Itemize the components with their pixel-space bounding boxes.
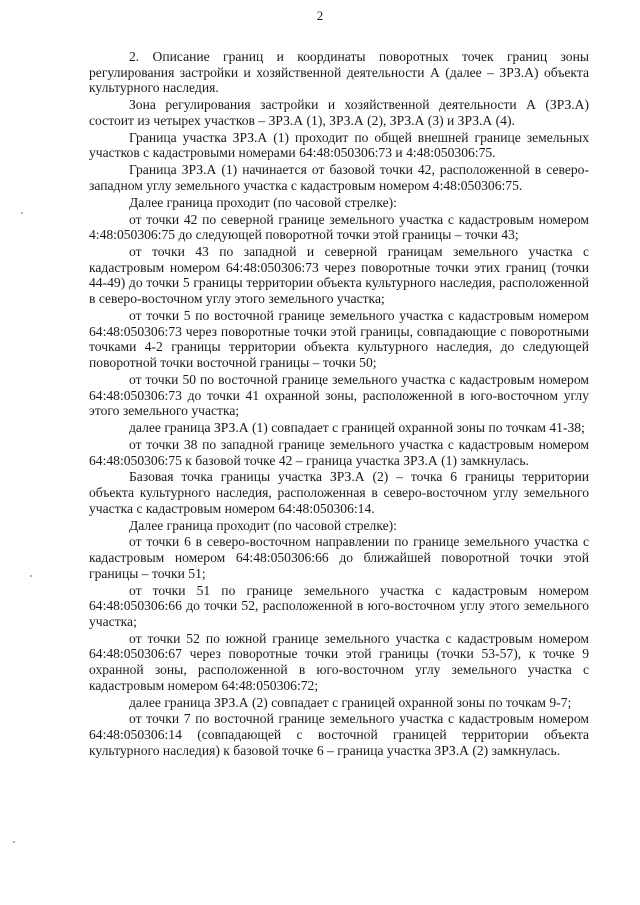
document-body	[89, 49, 589, 760]
paragraph: от точки 43 по западной и северной границам земельного участка с кадастровым номером 64:48:050306:73 через поворотные точки этих границ (точки 44-49) до точки 5 границы территории объекта культурного наследия, расположенной в северо-восточном углу этого земельного участка;	[89, 244, 589, 307]
paragraph: Далее граница проходит (по часовой стрелке):	[129, 194, 397, 210]
scan-speck	[30, 575, 32, 577]
paragraph: Далее граница проходит (по часовой стрелке):	[129, 517, 397, 533]
paragraph: от точки 7 по восточной границе земельного участка с кадастровым номером 64:48:050306:14 (совпадающей с восточной границей территории объекта культурного наследия) к базовой точке 6 – граница участка ЗРЗ.А (2) замкнулась.	[89, 711, 589, 758]
scan-speck	[21, 212, 23, 214]
paragraph: далее граница ЗРЗ.А (1) совпадает с границей охранной зоны по точкам 41-38;	[129, 420, 585, 436]
scan-speck	[13, 841, 15, 843]
paragraph: далее граница ЗРЗ.А (2) совпадает с границей охранной зоны по точкам 9-7;	[129, 694, 572, 710]
page-number: 2	[316, 8, 324, 23]
paragraph: от точки 51 по границе земельного участка с кадастровым номером 64:48:050306:66 до точки 52, расположенной в юго-восточном углу этого земельного участка;	[89, 582, 589, 629]
paragraph: от точки 6 в северо-восточном направлении по границе земельного участка с кадастровым номером 64:48:050306:66 до ближайшей поворотной точки этой границы – точки 51;	[89, 534, 589, 581]
paragraph: от точки 52 по южной границе земельного участка с кадастровым номером 64:48:050306:67 через поворотные точки этой границы (точки 53-57), к точке 9 охранной зоны, расположенной в юго-восточном углу земельного участка с кадастровым номером 64:48:050306:72;	[89, 630, 589, 693]
paragraph-section-heading: 2. Описание границ и координаты поворотных точек границ зоны регулирования застройки и хозяйственной деятельности А (далее – ЗРЗ.А) объекта культурного наследия.	[89, 49, 589, 96]
paragraph: Граница ЗРЗ.А (1) начинается от базовой точки 42, расположенной в северо-западном углу земельного участка с кадастровым номером 4:48:050306:75.	[89, 162, 589, 193]
paragraph: от точки 38 по западной границе земельного участка с кадастровым номером 64:48:050306:75 к базовой точке 42 – граница участка ЗРЗ.А (1) замкнулась.	[89, 436, 589, 468]
paragraph: от точки 5 по восточной границе земельного участка с кадастровым номером 64:48:050306:73 через поворотные точки этой границы, совпадающие с поворотными точками 4-2 границы территории объекта культурного наследия, до следующей поворотной точки восточной границы – точки 50;	[89, 307, 589, 371]
paragraph: Базовая точка границы участка ЗРЗ.А (2) – точка 6 границы территории объекта культурного наследия, расположенная в северо-восточном углу земельного участка с кадастровым номером 64:48:050306:14.	[89, 469, 589, 516]
paragraph: Зона регулирования застройки и хозяйственной деятельности А (ЗРЗ.А) состоит из четырех участков – ЗРЗ.А (1), ЗРЗ.А (2), ЗРЗ.А (3) и ЗРЗ.А (4).	[89, 97, 589, 128]
paragraph: Граница участка ЗРЗ.А (1) проходит по общей внешней границе земельных участков с кадастровыми номерами 64:48:050306:73 и 4:48:050306:75.	[89, 129, 589, 161]
paragraph: от точки 50 по восточной границе земельного участка с кадастровым номером 64:48:050306:73 до точки 41 охранной зоны, расположенной в юго-восточном углу этого земельного участка;	[89, 371, 589, 419]
paragraph: от точки 42 по северной границе земельного участка с кадастровым номером 4:48:050306:75 до следующей поворотной точки этой границы – точки 43;	[89, 211, 589, 243]
